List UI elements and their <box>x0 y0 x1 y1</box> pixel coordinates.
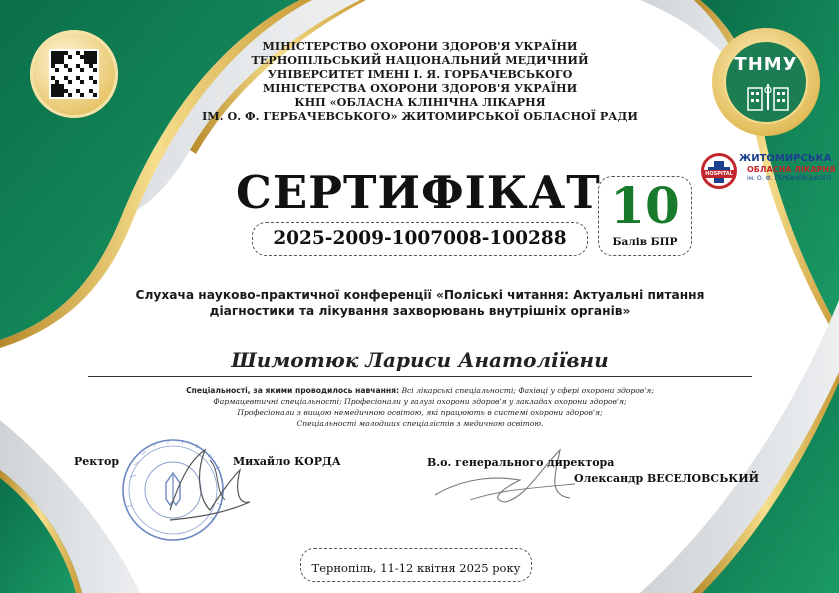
specialties-label: Спеціальності, за якими проводилось навчання: <box>186 386 400 395</box>
participant-name: Шимотюк Лариси Анатоліївни <box>231 348 609 372</box>
specialties-line-2: Фармацевтичні спеціальності; Професіонали у галузі охорони здоров'я у закладах охорони здоров'я; <box>213 397 627 406</box>
header-line-5: КНП «ОБЛАСНА КЛІНІЧНА ЛІКАРНЯ <box>294 95 546 109</box>
certificate-number: 2025-2009-1007008-100288 <box>273 228 567 249</box>
points-value: 10 <box>610 176 680 235</box>
name-underline <box>88 376 752 377</box>
university-building-icon <box>746 82 790 112</box>
qr-code-badge[interactable] <box>30 30 118 118</box>
specialties-line-1 <box>100 386 740 395</box>
header-line-1: МІНІСТЕРСТВО ОХОРОНИ ЗДОРОВ'Я УКРАЇНИ <box>262 39 578 53</box>
specialties-line-3: Професіонали з вищою немедичною освітою, які працюють в системі охорони здоров'я; <box>237 408 603 417</box>
rector-name: Михайло КОРДА <box>233 455 341 468</box>
director-title: В.о. генерального директора <box>427 456 615 469</box>
qr-code-icon[interactable] <box>49 49 99 99</box>
hospital-name-line3: ім. О. Ф. ГЕРБАЧЕВСЬКОГО <box>747 175 832 182</box>
rector-title: Ректор <box>74 455 120 468</box>
hospital-name-line2: ОБЛАСНА ЛІКАРНЯ <box>747 165 836 174</box>
header-line-3: УНІВЕРСИТЕТ ІМЕНІ І. Я. ГОРБАЧЕВСЬКОГО <box>267 67 573 81</box>
place-date: Тернопіль, 11-12 квітня 2025 року <box>311 561 521 575</box>
tnmu-logo-text: ТНМУ <box>734 54 798 75</box>
conference-line-2: діагностики та лікування захворювань внутрішніх органів» <box>209 304 631 318</box>
rector-signature-icon <box>150 440 270 530</box>
specialties-line-4: Спеціальності молодших спеціалістів з медичною освітою. <box>296 419 544 428</box>
points-label: Балів БПР <box>612 236 678 248</box>
director-name: Олександр ВЕСЕЛОВСЬКИЙ <box>574 472 760 485</box>
hospital-name-line1: ЖИТОМИРСЬКА <box>739 153 832 164</box>
tnmu-logo-inner <box>724 40 808 124</box>
qr-code-pattern <box>51 51 97 97</box>
hospital-cross-icon <box>701 153 737 189</box>
conference-line-1: Слухача науково-практичної конференції «Поліські читання: Актуальні питання <box>135 288 705 302</box>
header-line-6: ІМ. О. Ф. ГЕРБАЧЕВСЬКОГО» ЖИТОМИРСЬКОЇ ОБЛАСНОЇ РАДИ <box>202 109 638 123</box>
hospital-logo <box>701 153 836 193</box>
director-signature-icon <box>430 440 580 520</box>
hospital-badge-text: HOSPITAL <box>703 170 735 178</box>
specialties-text-1: Всі лікарські спеціальності; Фахівці у сфері охорони здоров'я; <box>401 386 654 395</box>
header-line-4: МІНІСТЕРСТВА ОХОРОНИ ЗДОРОВ'Я УКРАЇНИ <box>262 81 578 95</box>
header-line-2: ТЕРНОПІЛЬСЬКИЙ НАЦІОНАЛЬНИЙ МЕДИЧНИЙ <box>251 53 589 67</box>
certificate-title: СЕРТИФІКАТ <box>236 166 601 219</box>
tnmu-logo <box>712 28 820 136</box>
